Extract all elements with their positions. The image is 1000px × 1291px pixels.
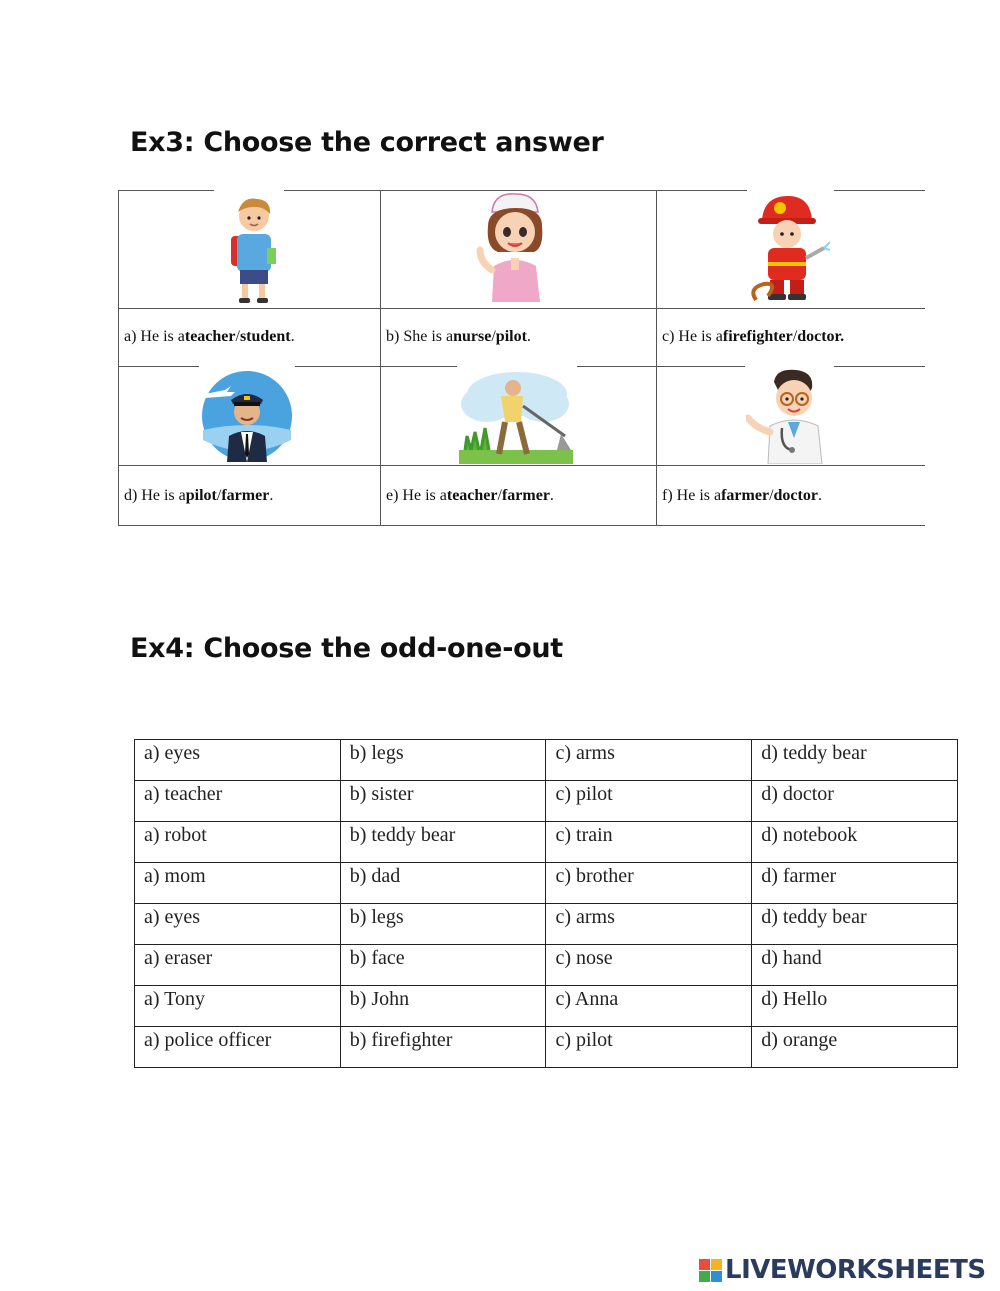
option-cell[interactable]: a) robot [135, 822, 341, 863]
grid-line [119, 366, 199, 367]
option-2[interactable]: doctor. [797, 328, 845, 345]
option-cell[interactable]: c) arms [546, 904, 752, 945]
option-1[interactable]: firefighter [722, 328, 793, 345]
option-1[interactable]: pilot [185, 486, 217, 504]
separator: / [792, 328, 798, 345]
option-cell[interactable]: d) teddy bear [752, 740, 958, 781]
firefighter-icon [748, 192, 830, 304]
option-1[interactable]: farmer [721, 486, 770, 504]
separator: / [491, 328, 496, 345]
option-2[interactable]: pilot [495, 328, 527, 345]
doctor-icon [746, 368, 836, 464]
option-cell[interactable]: d) hand [752, 945, 958, 986]
separator: / [497, 486, 502, 504]
item-suffix: . [269, 486, 274, 504]
item-suffix: . [526, 328, 531, 345]
option-cell[interactable]: a) mom [135, 863, 341, 904]
ex3-item-d [119, 466, 380, 525]
option-cell[interactable]: c) pilot [546, 781, 752, 822]
separator: / [216, 486, 222, 504]
option-cell[interactable]: c) arms [546, 740, 752, 781]
pilot-icon [201, 370, 293, 462]
option-cell[interactable]: c) nose [546, 945, 752, 986]
separator: / [235, 328, 240, 345]
grid-line [834, 366, 925, 367]
option-cell[interactable]: b) dad [340, 863, 546, 904]
option-cell[interactable]: a) eyes [135, 904, 341, 945]
option-cell[interactable]: b) firefighter [340, 1027, 546, 1068]
option-cell[interactable]: c) train [546, 822, 752, 863]
option-cell[interactable]: b) John [340, 986, 546, 1027]
logo-squares-icon [699, 1259, 722, 1282]
grid-line [577, 366, 745, 367]
logo-square [699, 1271, 710, 1282]
option-cell[interactable]: d) doctor [752, 781, 958, 822]
ex3-item-f [657, 466, 925, 525]
table-row [135, 740, 958, 781]
ex4-title: Ex4: Choose the odd-one-out [130, 633, 563, 664]
option-2[interactable]: doctor [773, 486, 818, 504]
option-1[interactable]: teacher [446, 486, 498, 504]
option-2[interactable]: student [239, 328, 291, 345]
option-cell[interactable]: d) teddy bear [752, 904, 958, 945]
ex3-grid [118, 190, 925, 526]
grid-line [295, 366, 457, 367]
option-cell[interactable]: d) notebook [752, 822, 958, 863]
item-prefix: a) He is a [124, 328, 185, 345]
option-cell[interactable]: c) brother [546, 863, 752, 904]
separator: / [769, 486, 774, 504]
item-prefix: c) He is a [662, 328, 723, 345]
item-prefix: d) He is a [124, 486, 186, 504]
option-1[interactable]: nurse [453, 328, 492, 345]
grid-line [119, 525, 925, 526]
option-cell[interactable]: b) legs [340, 904, 546, 945]
ex3-item-b [381, 309, 656, 365]
option-cell[interactable]: a) police officer [135, 1027, 341, 1068]
table-row [135, 781, 958, 822]
item-suffix: . [290, 328, 295, 345]
logo-square [711, 1271, 722, 1282]
table-row [135, 1027, 958, 1068]
logo-text: LIVEWORKSHEETS [725, 1255, 986, 1285]
table-row [135, 945, 958, 986]
option-cell[interactable]: b) face [340, 945, 546, 986]
grid-line [834, 190, 925, 191]
table-row [135, 822, 958, 863]
ex3-item-e [381, 466, 656, 525]
grid-line [284, 190, 747, 191]
ex4-table [134, 739, 958, 1068]
option-cell[interactable]: d) Hello [752, 986, 958, 1027]
option-cell[interactable]: b) legs [340, 740, 546, 781]
table-row [135, 904, 958, 945]
nurse-icon [474, 192, 556, 304]
option-1[interactable]: teacher [184, 328, 236, 345]
option-2[interactable]: farmer [221, 486, 270, 504]
option-cell[interactable]: b) teddy bear [340, 822, 546, 863]
option-cell[interactable]: a) eraser [135, 945, 341, 986]
option-cell[interactable]: a) teacher [135, 781, 341, 822]
ex3-title: Ex3: Choose the correct answer [130, 127, 604, 158]
table-row [135, 986, 958, 1027]
logo-square [711, 1259, 722, 1270]
grid-line [119, 190, 214, 191]
option-cell[interactable]: d) orange [752, 1027, 958, 1068]
table-row [135, 863, 958, 904]
logo-square [699, 1259, 710, 1270]
option-cell[interactable]: a) eyes [135, 740, 341, 781]
liveworksheets-logo [699, 1255, 986, 1285]
item-suffix: . [817, 486, 822, 504]
option-2[interactable]: farmer [501, 486, 550, 504]
farmer-icon [457, 370, 575, 464]
item-prefix: b) She is a [386, 328, 454, 345]
option-cell[interactable]: b) sister [340, 781, 546, 822]
ex3-item-a [119, 309, 380, 365]
ex3-item-c [657, 309, 925, 365]
item-suffix: . [549, 486, 554, 504]
option-cell[interactable]: c) Anna [546, 986, 752, 1027]
boy-student-icon [223, 194, 283, 306]
option-cell[interactable]: c) pilot [546, 1027, 752, 1068]
item-prefix: e) He is a [386, 486, 447, 504]
item-prefix: f) He is a [662, 486, 722, 504]
option-cell[interactable]: a) Tony [135, 986, 341, 1027]
option-cell[interactable]: d) farmer [752, 863, 958, 904]
